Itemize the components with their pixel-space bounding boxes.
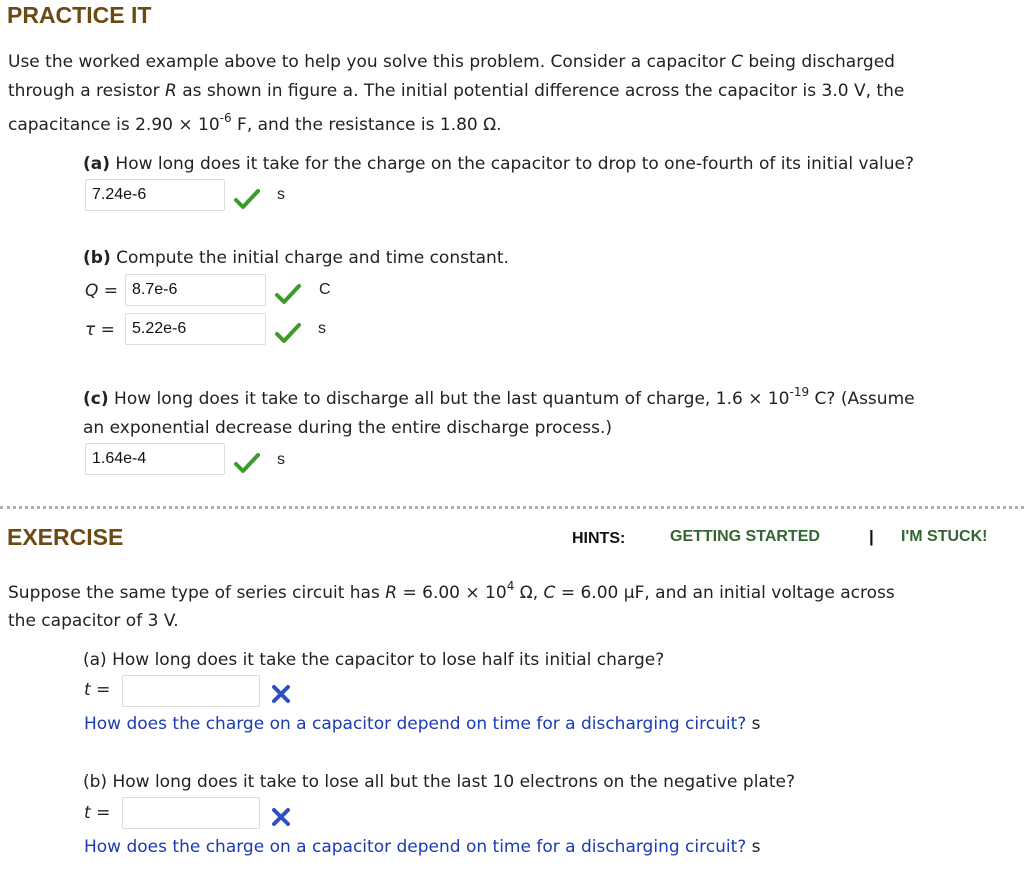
question-text: How long does it take for the charge on the capacitor to drop to one-fourth of its initial value? bbox=[115, 154, 914, 174]
quantum-exponent: -19 bbox=[789, 385, 810, 399]
symbol-r: R bbox=[165, 81, 177, 101]
ten: 10 bbox=[767, 389, 790, 409]
hints-bar bbox=[572, 528, 625, 548]
symbol-c: C bbox=[543, 583, 556, 603]
correct-check-icon bbox=[234, 452, 260, 474]
capacitance-exponent: -6 bbox=[219, 111, 232, 125]
answer-input-c[interactable]: 1.64e-4 bbox=[85, 443, 225, 475]
exercise-a-feedback bbox=[84, 712, 761, 736]
equals-sign: = bbox=[96, 680, 111, 700]
exercise-b-feedback bbox=[84, 835, 761, 859]
correct-check-icon bbox=[275, 322, 301, 344]
equals-sign: = bbox=[100, 320, 115, 340]
exercise-part-b-question bbox=[83, 770, 795, 794]
question-text: C? (Assume bbox=[814, 389, 915, 409]
charge-time-hint-link[interactable]: How does the charge on a capacitor depend on time for a discharging circuit? bbox=[84, 837, 747, 857]
hint-getting-started-link[interactable]: GETTING STARTED bbox=[670, 528, 820, 545]
times-sign: × bbox=[178, 115, 193, 135]
voltage-value: 3.0 bbox=[821, 81, 849, 101]
practice-intro-line3 bbox=[8, 113, 502, 138]
capacitance-value: 2.90 bbox=[135, 115, 173, 135]
intro-text: V, the bbox=[853, 81, 905, 101]
intro-text: the capacitor of bbox=[8, 611, 143, 631]
practice-part-b-question bbox=[83, 246, 509, 270]
voltage-value: 3 bbox=[147, 611, 159, 631]
intro-text: as shown in figure a. The initial potential difference across the capacitor is bbox=[182, 81, 817, 101]
charge-time-hint-link[interactable]: How does the charge on a capacitor depend on time for a discharging circuit? bbox=[84, 714, 747, 734]
practice-part-c-question-line2: an exponential decrease during the entire discharge process.) bbox=[83, 418, 613, 438]
symbol-tau: τ bbox=[85, 320, 96, 340]
unit-label: s bbox=[751, 714, 761, 734]
ohm-unit: Ω, bbox=[519, 583, 539, 603]
capacitance-value: 6.00 bbox=[580, 583, 619, 603]
exercise-intro-line1 bbox=[8, 581, 895, 606]
equals-sign: = bbox=[402, 583, 417, 603]
practice-intro-line1 bbox=[8, 50, 895, 74]
part-label: (b) bbox=[83, 248, 111, 268]
question-text: electrons on the negative plate? bbox=[519, 772, 795, 792]
incorrect-x-icon bbox=[270, 806, 292, 828]
q-label bbox=[85, 281, 118, 301]
practice-intro-line2 bbox=[8, 79, 904, 103]
practice-heading: PRACTICE IT bbox=[7, 2, 152, 28]
unit-label: s bbox=[318, 320, 326, 337]
ohm-unit: Ω. bbox=[483, 115, 502, 135]
intro-text: Use the worked example above to help you solve this problem. Consider a capacitor bbox=[8, 52, 726, 72]
intro-text: capacitance is bbox=[8, 115, 130, 135]
answer-input-exercise-b[interactable] bbox=[122, 797, 260, 829]
equals-sign: = bbox=[560, 583, 576, 603]
charge-input[interactable]: 8.7e-6 bbox=[125, 274, 266, 306]
part-label: (c) bbox=[83, 389, 109, 409]
unit-label: s bbox=[751, 837, 761, 857]
unit-label: s bbox=[277, 451, 285, 468]
correct-check-icon bbox=[234, 188, 260, 210]
equals-sign: = bbox=[103, 281, 119, 301]
symbol-q: Q bbox=[85, 281, 99, 301]
resistance-exponent: 4 bbox=[506, 579, 515, 593]
exercise-heading: EXERCISE bbox=[7, 524, 124, 550]
answer-input-exercise-a[interactable] bbox=[122, 675, 260, 707]
resistance-value: 1.80 bbox=[439, 115, 478, 135]
intro-text: F, and the resistance is bbox=[237, 115, 435, 135]
intro-text: μF, and an initial voltage across bbox=[623, 583, 895, 603]
ten: 10 bbox=[198, 115, 220, 135]
exercise-intro-line2 bbox=[8, 609, 179, 633]
symbol-r: R bbox=[385, 583, 398, 603]
resistance-value: 6.00 bbox=[422, 583, 460, 603]
part-label: (a) bbox=[83, 154, 111, 174]
correct-check-icon bbox=[275, 283, 301, 305]
times-sign: × bbox=[748, 389, 763, 409]
equals-sign: = bbox=[96, 803, 111, 823]
answer-input-a[interactable]: 7.24e-6 bbox=[85, 179, 225, 211]
intro-text: V. bbox=[163, 611, 179, 631]
practice-part-a-question bbox=[83, 152, 914, 176]
practice-part-c-question bbox=[83, 387, 915, 412]
exercise-part-a-question: (a) How long does it take the capacitor to lose half its initial charge? bbox=[83, 650, 665, 670]
tau-label bbox=[85, 320, 115, 340]
incorrect-x-icon bbox=[270, 683, 292, 705]
question-text: (b) How long does it take to lose all but the last bbox=[83, 772, 488, 792]
t-label bbox=[84, 803, 110, 823]
question-text: How long does it take to discharge all but the last quantum of charge, bbox=[114, 389, 711, 409]
times-sign: × bbox=[465, 583, 480, 603]
unit-label: s bbox=[277, 186, 285, 203]
symbol-t: t bbox=[84, 680, 91, 700]
intro-text: through a resistor bbox=[8, 81, 160, 101]
unit-label: C bbox=[319, 281, 331, 298]
hint-separator: | bbox=[869, 527, 874, 546]
electron-count: 10 bbox=[492, 772, 515, 792]
symbol-c: C bbox=[731, 52, 743, 72]
question-text: Compute the initial charge and time constant. bbox=[116, 248, 509, 268]
section-divider bbox=[0, 506, 1024, 509]
intro-text: being discharged bbox=[748, 52, 895, 72]
time-constant-input[interactable]: 5.22e-6 bbox=[125, 313, 266, 345]
quantum-value: 1.6 bbox=[715, 389, 743, 409]
ten: 10 bbox=[485, 583, 507, 603]
hints-label: HINTS: bbox=[572, 530, 626, 547]
intro-text: Suppose the same type of series circuit has bbox=[8, 583, 380, 603]
hint-im-stuck-link[interactable]: I'M STUCK! bbox=[901, 528, 988, 545]
symbol-t: t bbox=[84, 803, 91, 823]
t-label bbox=[84, 680, 110, 700]
